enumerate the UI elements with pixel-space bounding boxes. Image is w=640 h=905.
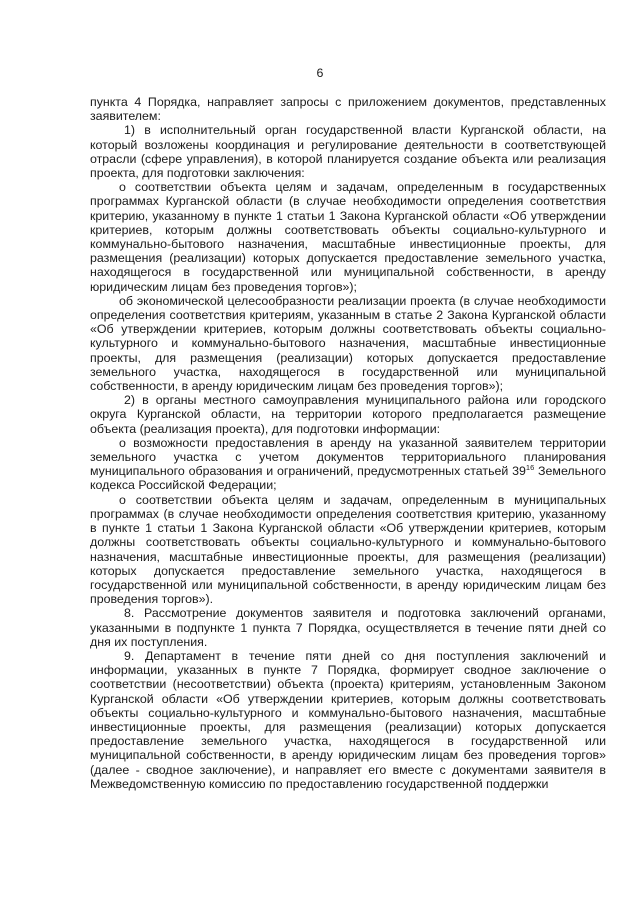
paragraph-item-1: 1) в исполнительный орган государственной власти Курганской области, на который возложены координация и регулирование деятельности в соответствующей отрасли (сфере управления), в которой планируется создание объекта или реализация проекта, для подготовки заключения: bbox=[90, 123, 606, 181]
paragraph-clause-8: 8. Рассмотрение документов заявителя и подготовка заключений органами, указанными в подпункте 1 пункта 7 Порядка, осуществляется в течение пяти дней со дня их поступления. bbox=[90, 606, 606, 649]
paragraph-conformity-municipal: о соответствии объекта целям и задачам, определенным в муниципальных программах (в случае необходимости определения соответствия критерию, указанному в пункте 1 статьи 1 Закона Курганской области «Об утверждении критериев, которым должны соответствовать объекты социально-культурного и коммунально-бытового назначения, масштабные инвестиционные проекты, для размещения (реализации) которых допускается предоставление земельного участка, находящегося в государственной или муниципальной собственности, в аренду юридическим лицам без проведения торгов»). bbox=[90, 492, 606, 607]
paragraph-intro: пункта 4 Порядка, направляет запросы с приложением документов, представленных заявителем: bbox=[90, 95, 606, 124]
land-lease-text: о возможности предоставления в аренду на указанной заявителем территории земельного участка с учетом документов территориального планирования муниципального образования и ограничений, предусмотренных статьей 39 bbox=[90, 435, 606, 479]
land-lease-tail: Земельного кодекса Российской Федерации; bbox=[90, 464, 606, 493]
article-superscript: 16 bbox=[525, 463, 535, 473]
paragraph-conformity-state: о соответствии объекта целям и задачам, определенным в государственных программах Курганской области (в случае необходимости определения соответствия критерию, указанному в пункте 1 статьи 1 Закона Курганской области «Об утверждении критериев, которым должны соответствовать объекты социально-культурного и коммунально-бытового назначения, масштабные инвестиционные проекты, для размещения (реализации) которых допускается предоставление земельного участка, находящегося в государственной или муниципальной собственности, в аренду юридическим лицам без проведения торгов»); bbox=[90, 180, 606, 294]
page-number: 6 bbox=[316, 66, 324, 80]
paragraph-clause-9: 9. Департамент в течение пяти дней со дня поступления заключений и информации, указанных в пункте 7 Порядка, формирует сводное заключение о соответствии (несоответствии) объекта (проекта) критериям, установленным Законом Курганской области «Об утверждении критериев, которым должны соответствовать объекты социально-культурного и коммунально-бытового назначения, масштабные инвестиционные проекты, для размещения (реализации) которых допускается предоставление земельного участка, находящегося в государственной или муниципальной собственности, в аренду юридическим лицам без проведения торгов» (далее - сводное заключение), и направляет его вместе с документами заявителя в Межведомственную комиссию по предоставлению государственной поддержки bbox=[90, 648, 606, 791]
paragraph-land-lease bbox=[90, 436, 606, 493]
document-body bbox=[90, 95, 606, 791]
paragraph-economic-feasibility: об экономической целесообразности реализации проекта (в случае необходимости определения соответствия критериям, указанным в статье 2 Закона Курганской области «Об утверждении критериев, которым должны соответствовать объекты социально-культурного и коммунально-бытового назначения, масштабные инвестиционные проекты, для размещения (реализации) которых допускается предоставление земельного участка, находящегося в государственной или муниципальной собственности, в аренду юридическим лицам без проведения торгов»); bbox=[90, 293, 606, 394]
paragraph-item-2: 2) в органы местного самоуправления муниципального района или городского округа Курганской области, на территории которого предполагается размещение объекта (реализация проекта), для подготовки информации: bbox=[90, 393, 606, 436]
